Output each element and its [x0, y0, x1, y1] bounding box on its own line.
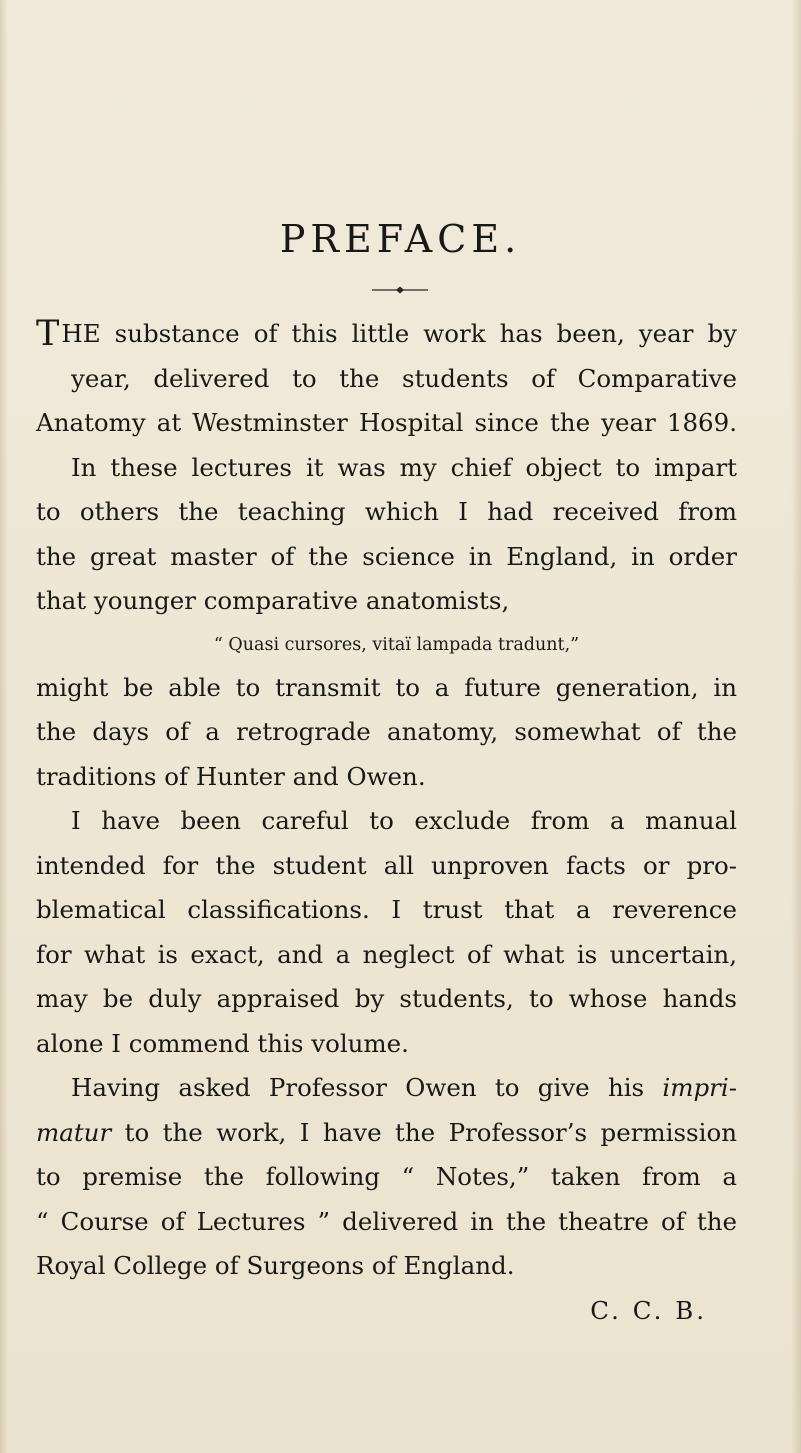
paragraph-2 — [36, 446, 737, 624]
text-line: traditions of Hunter and Owen. — [36, 761, 426, 791]
text-span: to the work, I have the Professor’s permission — [111, 1117, 737, 1147]
text-line: the great master of the science in England, in order — [36, 541, 737, 571]
text-line: that younger comparative anatomists, — [36, 586, 510, 615]
text-line — [36, 312, 737, 357]
paragraph-5 — [36, 1066, 737, 1289]
text-line: “ Course of Lectures ” delivered in the theatre of the — [36, 1206, 737, 1236]
text-line: the days of a retrograde anatomy, somewhat of the — [36, 717, 737, 746]
text-line: year, delivered to the students of Comparative — [71, 363, 737, 393]
drop-cap: T — [36, 314, 60, 354]
ornament-divider — [370, 284, 430, 296]
page-title: PREFACE. — [279, 217, 522, 261]
text-line: to premise the following “ Notes,” taken from a — [36, 1162, 737, 1191]
text-line: In these lectures it was my chief object to impart — [71, 452, 737, 482]
paragraph-1 — [36, 312, 737, 446]
preface-body — [36, 312, 737, 1333]
text-line — [36, 1066, 737, 1111]
text-line: I have been careful to exclude from a manual — [71, 806, 737, 835]
latin-quotation: “ Quasi cursores, vitaï lampada tradunt,” — [213, 634, 580, 655]
italic-text: matur — [36, 1117, 112, 1147]
text-line — [36, 1111, 737, 1156]
paragraph-4 — [36, 799, 737, 1066]
text-span: Having asked Professor Owen to give his — [71, 1073, 663, 1102]
text-line: Royal College of Surgeons of England. — [36, 1251, 515, 1280]
author-initials: C. C. B. — [590, 1295, 707, 1325]
text-line: for what is exact, and a neglect of what is uncertain, — [36, 939, 737, 969]
text-span: HE substance of this little work has been, year by — [61, 319, 737, 348]
text-line: may be duly appraised by students, to whose hands — [36, 984, 737, 1013]
paragraph-3 — [36, 666, 737, 800]
text-line: might be able to transmit to a future generation, in — [36, 672, 737, 702]
italic-text: impri- — [662, 1073, 737, 1102]
text-line: to others the teaching which I had received from — [36, 497, 737, 526]
text-line: Anatomy at Westminster Hospital since the year 1869. — [36, 408, 737, 437]
text-line: intended for the student all unproven facts or pro- — [36, 850, 737, 880]
text-line: blematical classifications. I trust that a reverence — [36, 895, 737, 924]
text-line: alone I commend this volume. — [36, 1028, 409, 1058]
